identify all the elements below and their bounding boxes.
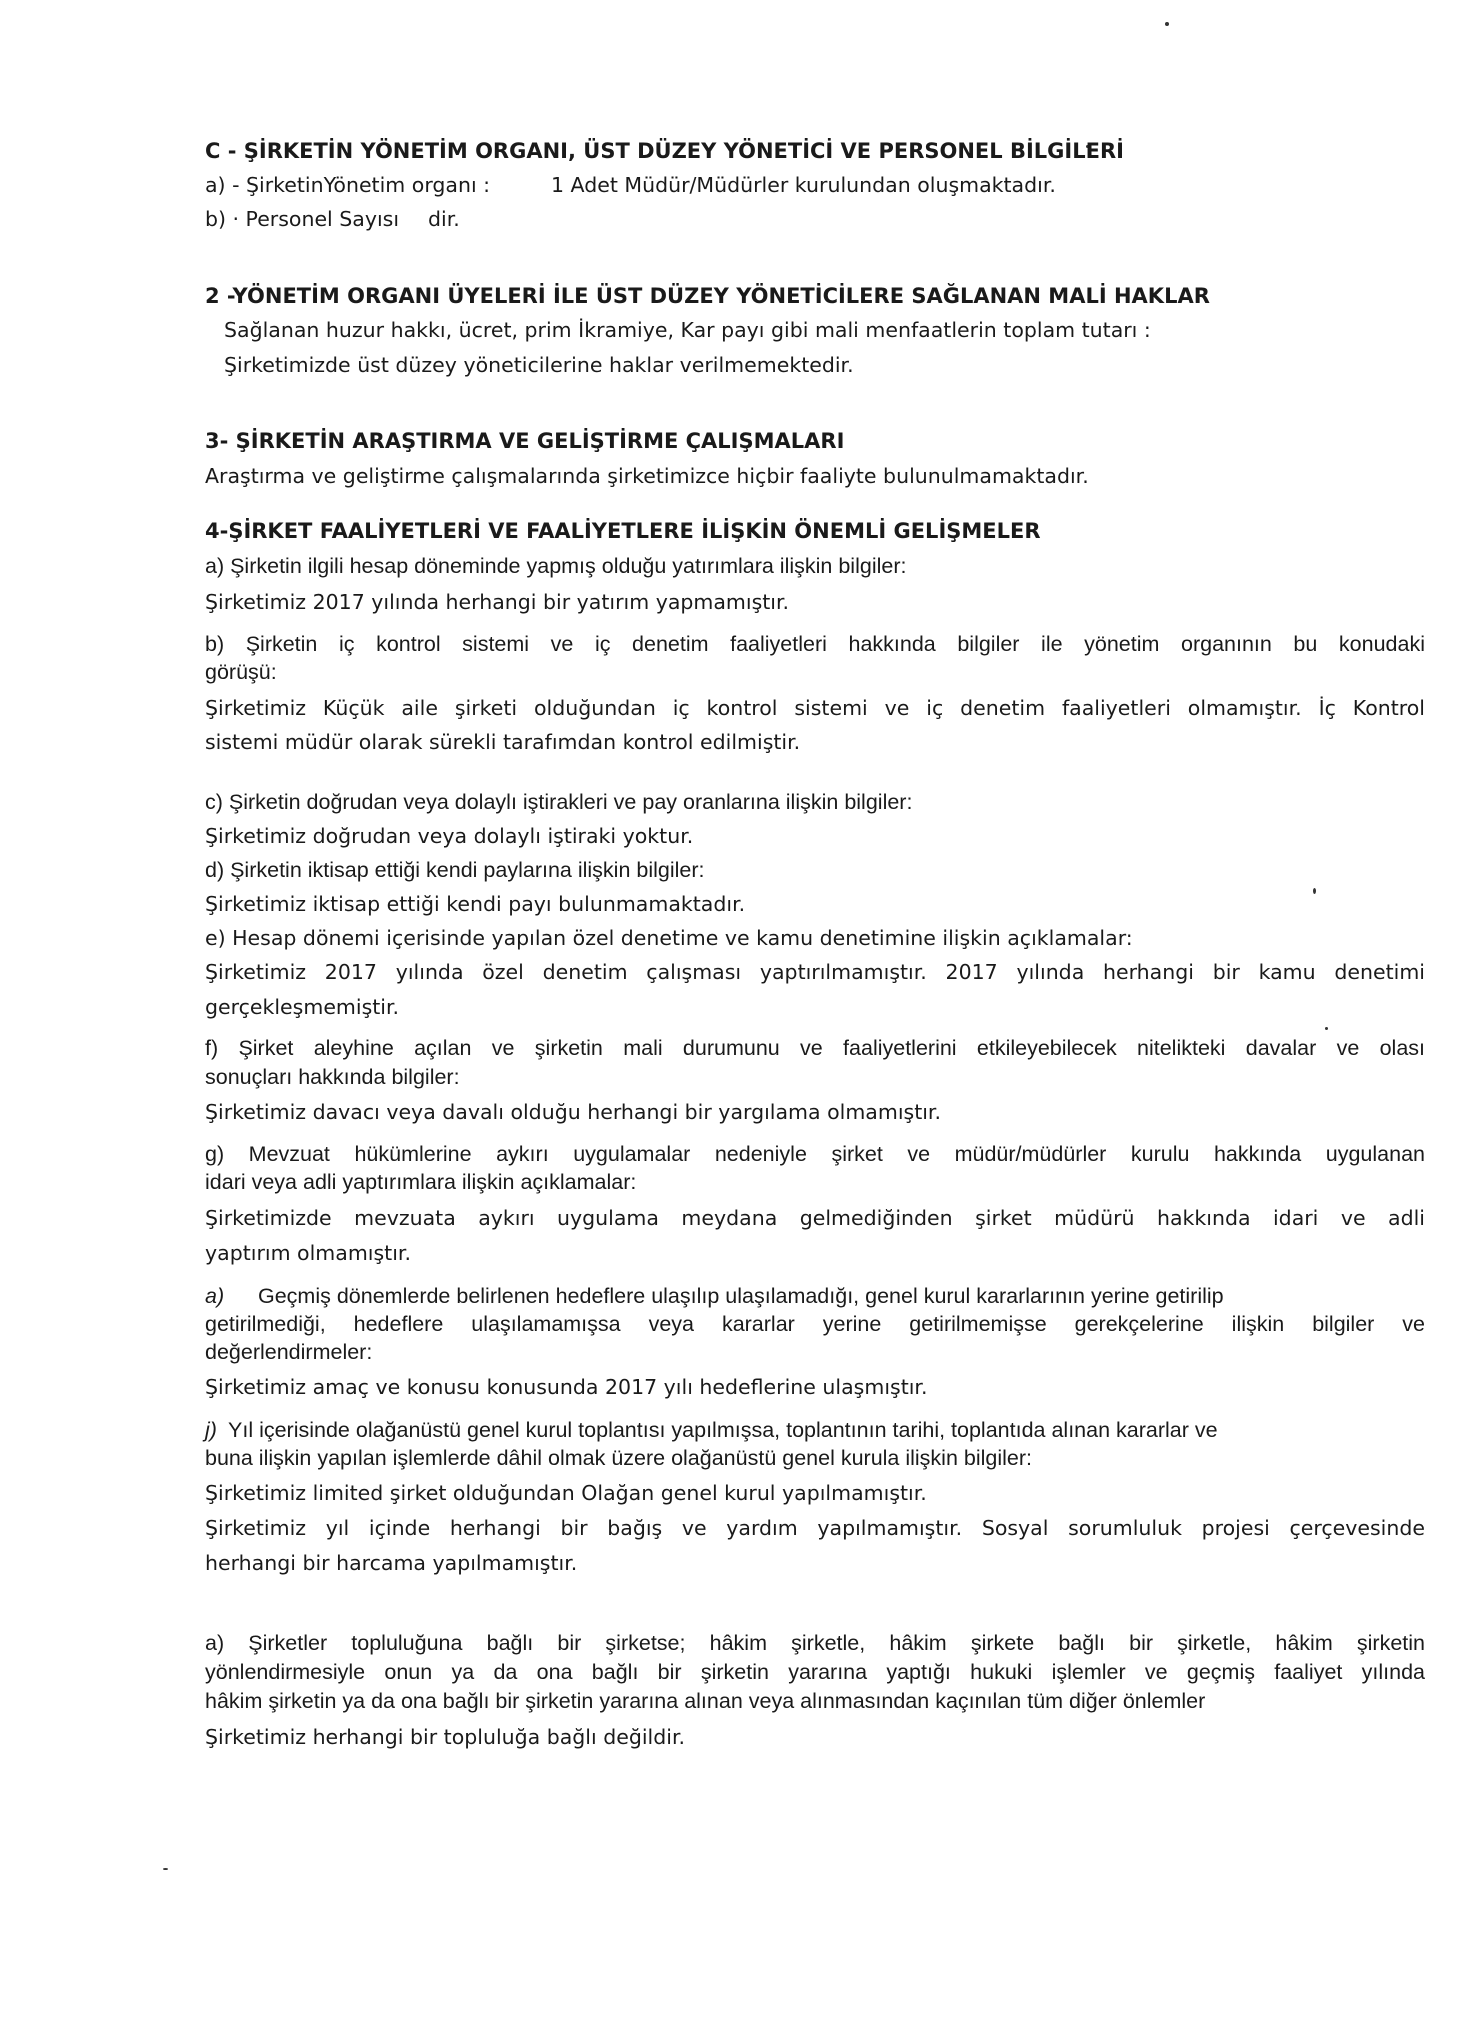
section-4-j-question-line1: Yıl içerisinde olağanüstü genel kurul toplantısı yapılmışsa, toplantının tarihi, toplantıda alınan kararlar ve [228,1418,1218,1442]
section-4-e-answer-line2: gerçekleşmemiştir. [205,995,400,1019]
section-4-e-question: e) Hesap dönemi içerisinde yapılan özel denetime ve kamu denetimine ilişkin açıklamalar: [205,926,1133,950]
section-4-c-answer: Şirketimiz doğrudan veya dolaylı iştiraki yoktur. [205,824,694,848]
section-c-heading: C - ŞİRKETİN YÖNETİM ORGANI, ÜST DÜZEY YÖNETİCİ VE PERSONEL BİLGİLERİ [205,139,1124,163]
section-4-g-answer-line2: yaptırım olmamıştır. [205,1241,411,1265]
group-question-line3: hâkim şirketin ya da ona bağlı bir şirketin yararına alınan veya alınmasından kaçınılan tüm diğer önlemler [205,1689,1206,1713]
section-c-b-label: b) · Personel Sayısı [205,207,400,231]
section-2-line2: Şirketimizde üst düzey yöneticilerine haklar verilmemektedir. [224,353,854,377]
group-answer: Şirketimiz herhangi bir topluluğa bağlı değildir. [205,1725,686,1749]
group-question-line1: a) Şirketler topluluğuna bağlı bir şirketse; hâkim şirketle, hâkim şirkete bağlı bir şirketle, hâkim şirketin [205,1631,1425,1655]
section-2-heading: 2 -YÖNETİM ORGANI ÜYELERİ İLE ÜST DÜZEY YÖNETİCİLERE SAĞLANAN MALİ HAKLAR [205,284,1210,308]
section-4-h-answer: Şirketimiz amaç ve konusu konusunda 2017 yılı hedeflerine ulaşmıştır. [205,1375,928,1399]
section-4-h-label: a) [205,1284,225,1308]
section-4-g-question-line2: idari veya adli yaptırımlara ilişkin açıklamalar: [205,1170,637,1194]
section-4-f-question-line2: sonuçları hakkında bilgiler: [205,1065,460,1089]
section-4-j-question-line2: buna ilişkin yapılan işlemlerde dâhil olmak üzere olağanüstü genel kurula ilişkin bilgiler: [205,1446,1033,1470]
scan-speck [1325,1027,1328,1030]
section-3-heading: 3- ŞİRKETİN ARAŞTIRMA VE GELİŞTİRME ÇALIŞMALARI [205,429,845,453]
section-2-line1: Sağlanan huzur hakkı, ücret, prim İkramiye, Kar payı gibi mali menfaatlerin toplam tutarı : [224,318,1151,342]
section-4-f-answer: Şirketimiz davacı veya davalı olduğu herhangi bir yargılama olmamıştır. [205,1100,941,1124]
section-4-d-answer: Şirketimiz iktisap ettiği kendi payı bulunmamaktadır. [205,892,746,916]
group-question-line2: yönlendirmesiyle onun ya da ona bağlı bir şirketin yararına yaptığı hukuki işlemler ve geçmiş faaliyet yılında [205,1660,1425,1684]
section-4-donation-line1: Şirketimiz yıl içinde herhangi bir bağış ve yardım yapılmamıştır. Sosyal sorumluluk projesi çerçevesinde [205,1516,1425,1540]
section-4-j-answer: Şirketimiz limited şirket olduğundan Olağan genel kurul yapılmamıştır. [205,1481,927,1505]
section-4-j-label: j) [205,1418,217,1442]
section-4-f-question-line1: f) Şirket aleyhine açılan ve şirketin mali durumunu ve faaliyetlerini etkileyebilecek nitelikteki davalar ve olası [205,1036,1425,1060]
section-c-a-value: 1 Adet Müdür/Müdürler kurulundan oluşmaktadır. [551,173,1056,197]
section-4-b-answer-line1: Şirketimiz Küçük aile şirketi olduğundan iç kontrol sistemi ve iç denetim faaliyetleri olmamıştır. İç Kontrol [205,696,1425,720]
section-4-e-answer-line1: Şirketimiz 2017 yılında özel denetim çalışması yaptırılmamıştır. 2017 yılında herhangi bir kamu denetimi [205,960,1425,984]
section-4-b-question-line1: b) Şirketin iç kontrol sistemi ve iç denetim faaliyetleri hakkında bilgiler ile yönetim organının bu konudaki [205,632,1425,656]
section-4-d-question: d) Şirketin iktisap ettiği kendi paylarına ilişkin bilgiler: [205,858,705,882]
section-4-a-answer: Şirketimiz 2017 yılında herhangi bir yatırım yapmamıştır. [205,590,790,614]
section-c-a-label: a) - ŞirketinYönetim organı : [205,173,491,197]
section-4-h-question-line2: getirilmediği, hedeflere ulaşılamamışsa veya kararlar yerine getirilmemişse gerekçelerine ilişkin bilgiler ve [205,1312,1425,1336]
section-4-g-question-line1: g) Mevzuat hükümlerine aykırı uygulamalar nedeniyle şirket ve müdür/müdürler kurulu hakkında uygulanan [205,1142,1425,1166]
scan-speck [1165,22,1169,26]
section-3-line1: Araştırma ve geliştirme çalışmalarında şirketimizce hiçbir faaliyte bulunulmamaktadır. [205,464,1089,488]
section-4-c-question: c) Şirketin doğrudan veya dolaylı iştirakleri ve pay oranlarına ilişkin bilgiler: [205,790,913,814]
section-4-b-answer-line2: sistemi müdür olarak sürekli tarafımdan kontrol edilmiştir. [205,730,801,754]
section-4-heading: 4-ŞİRKET FAALİYETLERİ VE FAALİYETLERE İLİŞKİN ÖNEMLİ GELİŞMELER [205,519,1041,543]
section-4-h-question-line3: değerlendirmeler: [205,1340,373,1364]
section-4-h-question-line1: Geçmiş dönemlerde belirlenen hedeflere ulaşılıp ulaşılamadığı, genel kurul kararlarının yerine getirilip [258,1284,1224,1308]
scan-speck [1313,888,1316,894]
section-4-donation-line2: herhangi bir harcama yapılmamıştır. [205,1551,578,1575]
section-4-b-question-line2: görüşü: [205,660,277,684]
scan-speck [163,1868,168,1870]
section-4-g-answer-line1: Şirketimizde mevzuata aykırı uygulama meydana gelmediğinden şirket müdürü hakkında idari ve adli [205,1206,1425,1230]
section-c-b-value: dir. [428,207,460,231]
section-4-a-question: a) Şirketin ilgili hesap döneminde yapmış olduğu yatırımlara ilişkin bilgiler: [205,554,907,578]
